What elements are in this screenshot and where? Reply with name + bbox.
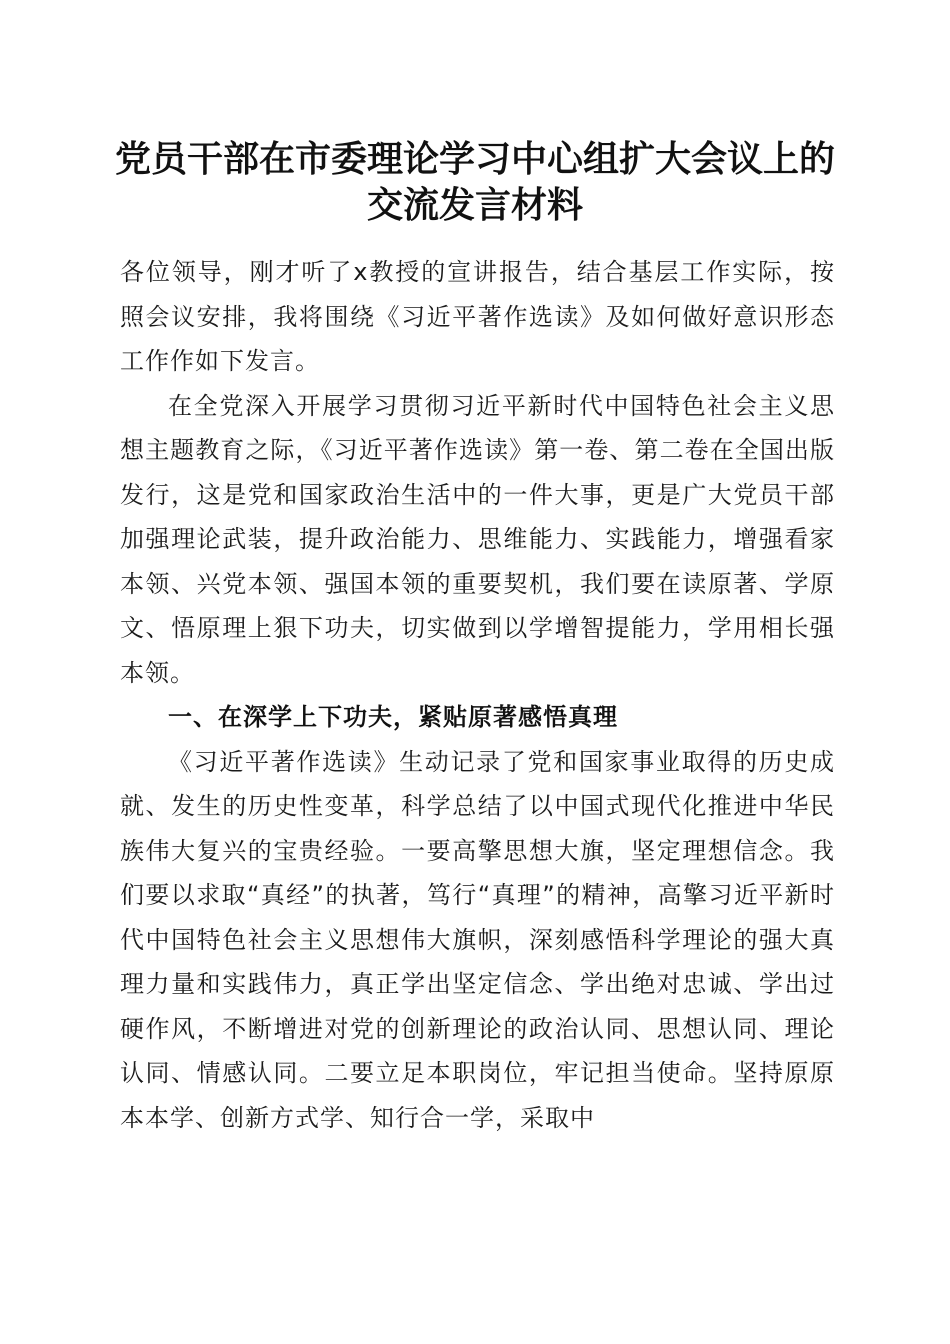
intro-paragraph: 在全党深入开展学习贯彻习近平新时代中国特色社会主义思想主题教育之际，《习近平著作选读》第一卷、第二卷在全国出版发行，这是党和国家政治生活中的一件大事，更是广大党员干部加强理论武装，提升政治能力、思维能力、实践能力，增强看家本领、兴党本领、强国本领的重要契机，我们要在读原著、学原文、悟原理上狠下功夫，切实做到以学增智提能力，学用相长强本领。 <box>120 391 835 687</box>
opening-paragraph: 各位领导，刚才听了x教授的宣讲报告，结合基层工作实际，按照会议安排，我将围绕《习近平著作选读》及如何做好意识形态工作作如下发言。 <box>120 258 835 375</box>
document-body <box>120 250 835 1140</box>
section-1-paragraph: 《习近平著作选读》生动记录了党和国家事业取得的历史成就、发生的历史性变革，科学总结了以中国式现代化推进中华民族伟大复兴的宝贵经验。一要高擎思想大旗，坚定理想信念。我们要以求取“真经”的执著，笃行“真理”的精神，高擎习近平新时代中国特色社会主义思想伟大旗帜，深刻感悟科学理论的强大真理力量和实践伟力，真正学出坚定信念、学出绝对忠诚、学出过硬作风，不断增进对党的创新理论的政治认同、思想认同、理论认同、情感认同。二要立足本职岗位，牢记担当使命。坚持原原本本学、创新方式学、知行合一学，采取中 <box>120 747 835 1132</box>
document-title-line-1: 党员干部在市委理论学习中心组扩大会议上的 <box>114 138 835 180</box>
document-title-line-2: 交流发言材料 <box>366 184 583 226</box>
section-heading-1: 一、在深学上下功夫，紧贴原著感悟真理 <box>168 703 618 731</box>
